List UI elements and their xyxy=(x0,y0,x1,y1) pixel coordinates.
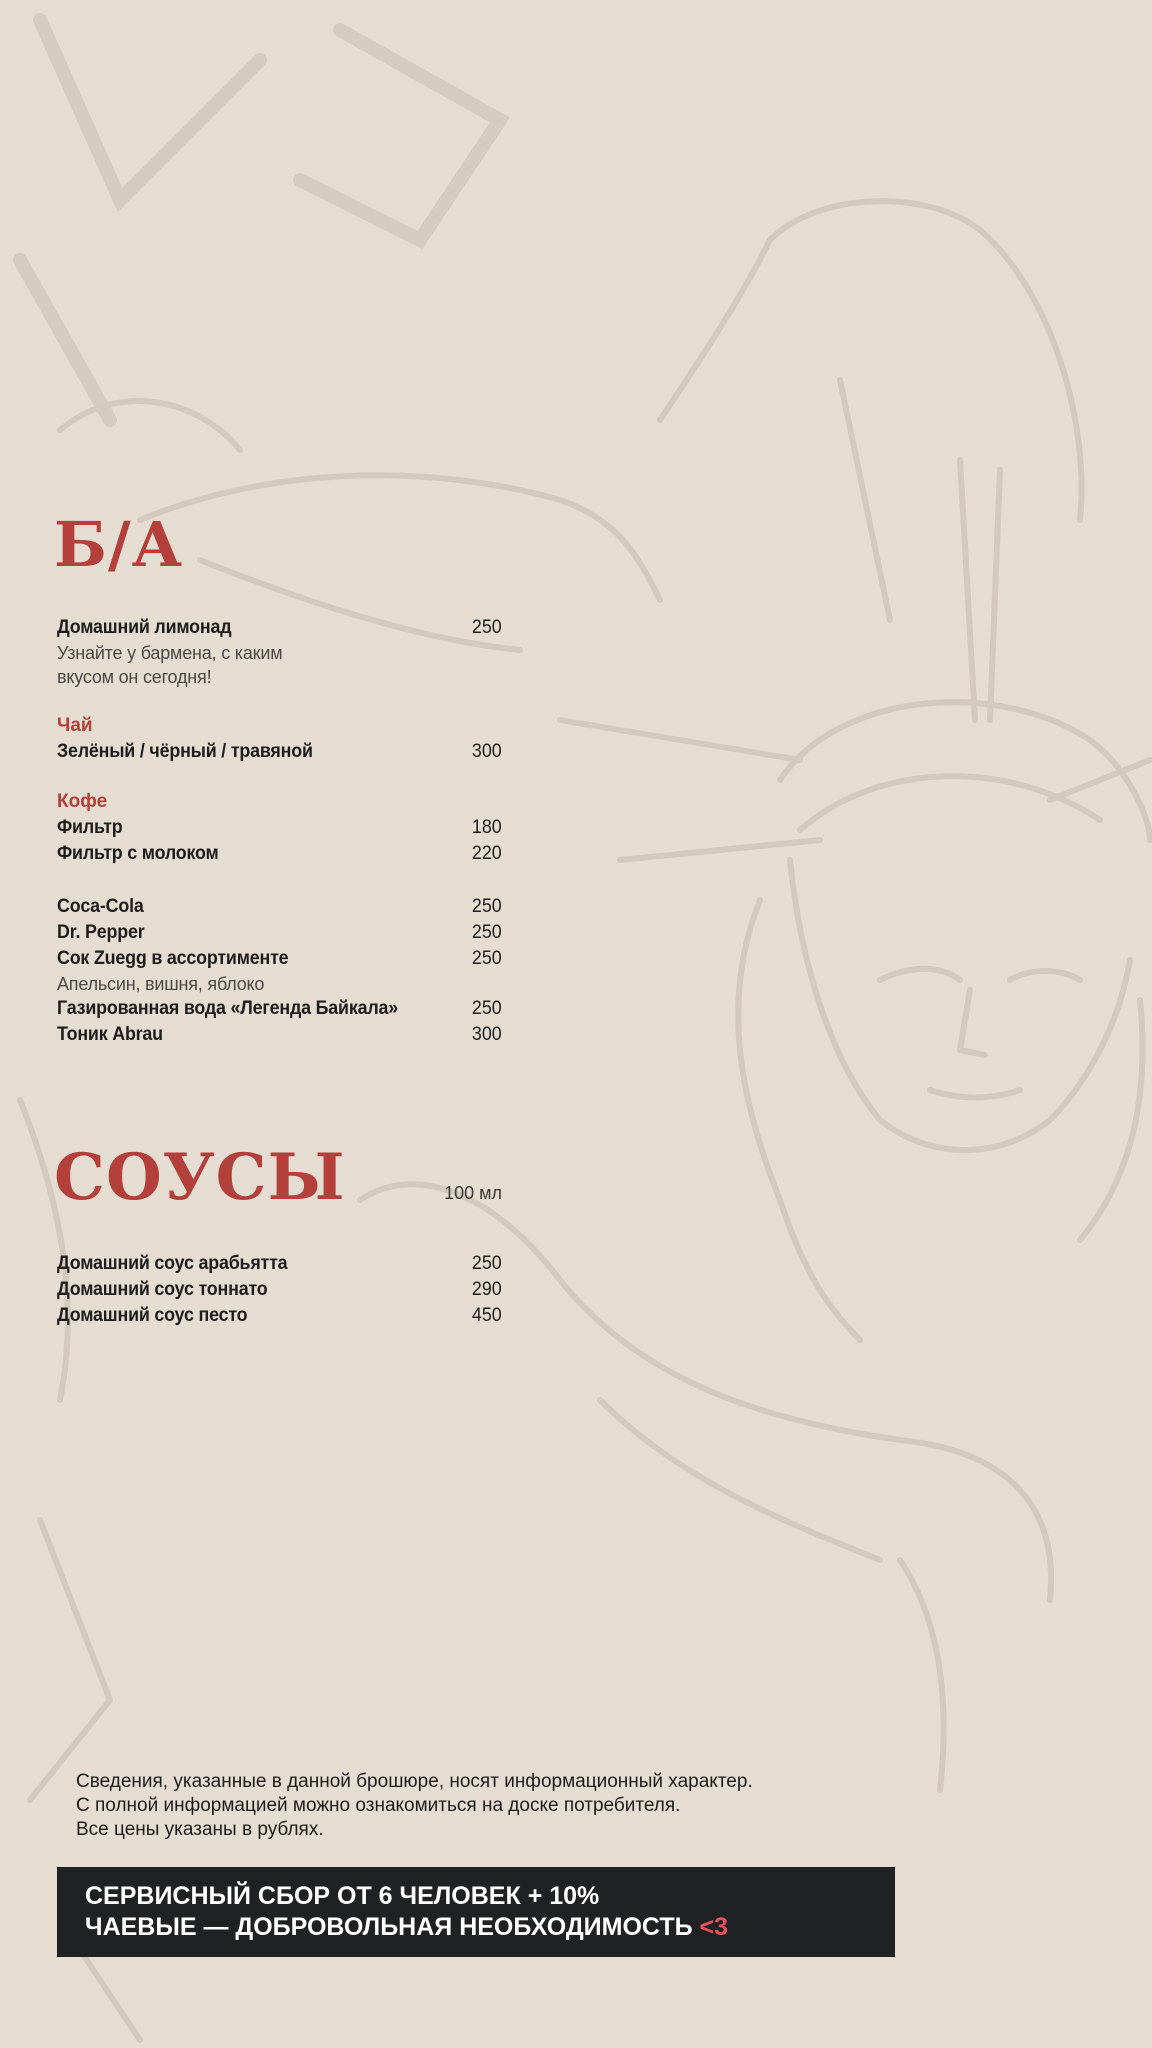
item-name: Домашний соус песто xyxy=(57,1305,248,1326)
item-name: Сок Zuegg в ассортименте xyxy=(57,948,289,969)
item-price: 220 xyxy=(472,843,502,864)
menu-item xyxy=(57,739,502,765)
menu-item xyxy=(57,1303,502,1329)
coffee-heading: Кофе xyxy=(57,791,108,812)
menu-item xyxy=(57,815,502,841)
item-name: Домашний лимонад xyxy=(57,617,232,638)
item-name: Тоник Abrau xyxy=(57,1024,163,1045)
drinks-menu xyxy=(57,615,502,1048)
menu-item xyxy=(57,894,502,920)
menu-item xyxy=(57,1277,502,1303)
tea-heading: Чай xyxy=(57,715,93,736)
banner-text: ЧАЕВЫЕ — ДОБРОВОЛЬНАЯ НЕОБХОДИМОСТЬ xyxy=(85,1913,693,1941)
item-price: 300 xyxy=(472,741,502,762)
item-price: 250 xyxy=(472,948,502,969)
item-price: 290 xyxy=(472,1279,502,1300)
item-name: Домашний соус тоннато xyxy=(57,1279,268,1300)
item-price: 450 xyxy=(472,1305,502,1326)
notice-line: С полной информацией можно ознакомиться на доске потребителя. xyxy=(76,1795,681,1816)
item-description: Узнайте у бармена, с каким xyxy=(57,643,283,663)
sauces-menu xyxy=(57,1251,502,1329)
heart-icon: <3 xyxy=(699,1913,729,1941)
service-fee-banner xyxy=(57,1867,895,1957)
sauces-title: СОУСЫ xyxy=(54,1140,346,1215)
item-name: Фильтр xyxy=(57,817,123,838)
menu-item xyxy=(57,946,502,972)
banner-line-2 xyxy=(85,1912,895,1943)
item-name: Зелёный / чёрный / травяной xyxy=(57,741,313,762)
item-name: Dr. Pepper xyxy=(57,922,145,943)
item-description: вкусом он сегодня! xyxy=(57,667,212,687)
drinks-title: Б/А xyxy=(54,508,184,581)
item-price: 300 xyxy=(472,1024,502,1045)
bg-letter-shape xyxy=(20,260,110,420)
item-price: 250 xyxy=(472,1253,502,1274)
item-price: 250 xyxy=(472,617,502,638)
menu-item xyxy=(57,1022,502,1048)
item-name: Фильтр с молоком xyxy=(57,843,219,864)
item-name: Домашний соус арабьятта xyxy=(57,1253,288,1274)
item-description: Апельсин, вишня, яблоко xyxy=(57,974,265,994)
item-price: 250 xyxy=(472,896,502,917)
item-price: 180 xyxy=(472,817,502,838)
item-price: 250 xyxy=(472,998,502,1019)
menu-item xyxy=(57,841,502,867)
notice-line: Сведения, указанные в данной брошюре, носят информационный характер. xyxy=(76,1771,753,1792)
menu-item xyxy=(57,920,502,946)
item-name: Coca-Cola xyxy=(57,896,144,917)
legal-notice xyxy=(76,1770,753,1842)
menu-item xyxy=(57,615,502,641)
sauces-volume: 100 мл xyxy=(444,1183,502,1203)
item-name: Газированная вода «Легенда Байкала» xyxy=(57,998,398,1019)
item-price: 250 xyxy=(472,922,502,943)
menu-item xyxy=(57,1251,502,1277)
bg-letter-shape xyxy=(300,30,500,240)
bg-letter-shape xyxy=(40,20,260,200)
menu-item xyxy=(57,996,502,1022)
banner-line: СЕРВИСНЫЙ СБОР ОТ 6 ЧЕЛОВЕК + 10% xyxy=(85,1882,600,1910)
notice-line: Все цены указаны в рублях. xyxy=(76,1819,324,1840)
